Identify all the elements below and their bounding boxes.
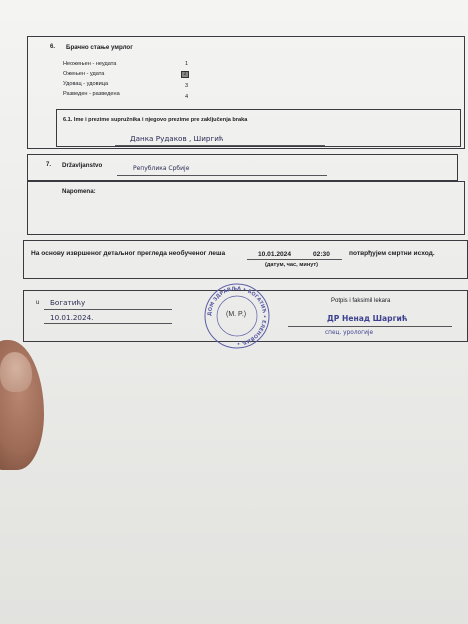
marital-option-1-code: 1 xyxy=(185,61,189,67)
marital-option-2-label: Ожењен - удата xyxy=(63,71,105,77)
marital-option-4-code: 4 xyxy=(185,94,189,100)
note-label: Napomena: xyxy=(62,188,96,195)
signature-date: 10.01.2024. xyxy=(50,313,94,322)
marital-option-3-label: Удовац - удовица xyxy=(63,81,109,87)
section-spouse-name xyxy=(56,109,461,147)
exam-statement-prefix: На основу извршеног детаљног прегледа необученог леша xyxy=(31,250,226,257)
doctor-signature-line xyxy=(288,326,452,327)
citizenship-value: Република Србије xyxy=(133,165,190,172)
place-line xyxy=(44,309,172,310)
place-prefix: u xyxy=(36,300,40,306)
doctor-name: ДР Ненад Шаргић xyxy=(327,314,408,323)
section-7-number: 7. xyxy=(46,162,52,168)
section-examination xyxy=(23,240,468,279)
exam-time: 02:30 xyxy=(313,251,330,258)
spouse-name-line xyxy=(115,145,325,146)
marital-option-1-label: Неожењен - неудата xyxy=(63,61,117,67)
marital-option-2-code: 2 xyxy=(183,71,187,77)
place-value: Богатићу xyxy=(50,298,86,307)
section-7-title: Državljanstvo xyxy=(62,162,103,169)
section-6-title: Брачно стање умрлог xyxy=(66,44,133,51)
exam-datetime-caption: (датум, час, минут) xyxy=(265,262,319,268)
doctor-specialty: спец. урологије xyxy=(325,330,374,336)
marital-selected-mark xyxy=(181,71,189,78)
exam-datetime-line xyxy=(247,259,342,260)
spouse-field-title: 6.1. Ime i prezime supružnika i njegovo prezime pre zaključenja braka xyxy=(63,117,248,123)
date-line xyxy=(44,323,172,324)
doctor-signature-label: Potpis i faksimil lekara xyxy=(331,298,391,304)
stamp-ring-text: ДОМ ЗДРАВЉА • БОГАТИЋ • ЕЛЕНОВИЋ • xyxy=(206,285,268,347)
exam-statement-suffix: потврђујем смртни исход. xyxy=(349,250,435,257)
section-6-number: 6. xyxy=(50,44,56,50)
thumb-nail xyxy=(0,352,32,392)
spouse-name-value: Данка Рудаков , Ширгић xyxy=(130,134,224,143)
stamp-center-text: (M. P.) xyxy=(226,311,247,318)
marital-option-3-code: 3 xyxy=(185,83,189,89)
citizenship-line xyxy=(117,175,327,176)
marital-option-4-label: Разведен - разведена xyxy=(63,91,120,97)
exam-date: 10.01.2024 xyxy=(258,251,292,258)
